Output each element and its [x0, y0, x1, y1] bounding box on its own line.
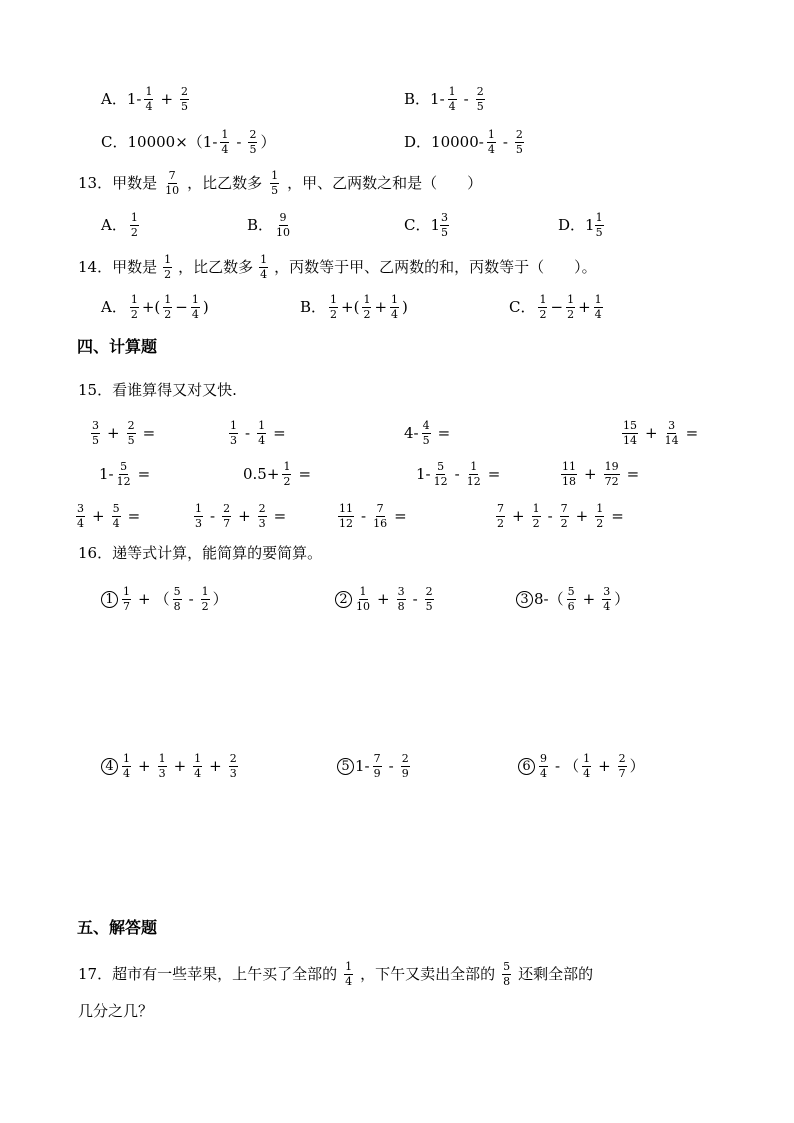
- fraction: $\frac{1}{2}$: [164, 253, 172, 281]
- fraction: $\frac{2}{5}$: [249, 128, 257, 156]
- fraction: $\frac{2}{5}$: [181, 85, 189, 113]
- fraction: $\frac{1}{4}$: [260, 253, 268, 281]
- fraction: $\frac{7}{10}$: [165, 169, 180, 197]
- q15-expr: 0.5+ $\frac{1}{2}$ =: [243, 460, 312, 488]
- section-heading-calculation: 四、计算题: [77, 337, 158, 356]
- fraction: $\frac{1}{4}$: [487, 128, 495, 156]
- fraction: $\frac{1}{2}$: [567, 293, 575, 321]
- q15-expr: 4- $\frac{4}{5}$ =: [404, 419, 451, 447]
- q15-expr: $\frac{1}{3}$ - $\frac{1}{4}$ =: [230, 419, 286, 447]
- q16-item-2: 2 $\frac{1}{10}$ + $\frac{3}{8}$ - $\frac{2}{5}$: [335, 586, 437, 612]
- q12-option-d: D． 10000- $\frac{1}{4}$ - $\frac{2}{5}$: [404, 128, 523, 156]
- q16-item-4: 4 $\frac{1}{4}$ + $\frac{1}{3}$ + $\frac{1}{4}$ + $\frac{2}{3}$: [101, 753, 241, 779]
- q17-stem: 17．超市有一些苹果，上午买了全部的 $\frac{1}{4}$ ，下午又卖出全部的 $\frac{5}{8}$ 还剩全部的: [78, 960, 594, 988]
- fraction: $\frac{1}{4}$: [145, 85, 153, 113]
- q16-item-1: 1 $\frac{1}{7}$ + （ $\frac{5}{8}$ - $\frac{1}{2}$ ）: [101, 586, 228, 612]
- q15-expr: $\frac{11}{12}$ - $\frac{7}{16}$ =: [339, 502, 407, 530]
- q15-expr: $\frac{3}{4}$ + $\frac{5}{4}$ =: [77, 502, 141, 530]
- q15-expr: 1- $\frac{5}{12}$ =: [99, 460, 151, 488]
- q12-option-c: C． 10000×（1- $\frac{1}{4}$ - $\frac{2}{5}$ ）: [101, 128, 276, 156]
- circled-number: 4: [101, 758, 118, 775]
- q15-expr: 1- $\frac{5}{12}$ - $\frac{1}{12}$ =: [416, 460, 501, 488]
- q14-stem: 14．甲数是 $\frac{1}{2}$ ，比乙数多 $\frac{1}{4}$ ，丙数等于甲、乙两数的和，丙数等于（ ）。: [78, 253, 597, 281]
- fraction: $\frac{1}{2}$: [164, 293, 172, 321]
- q16-title: 16．递等式计算，能简算的要简算。: [78, 544, 323, 562]
- fraction: $\frac{1}{4}$: [191, 293, 199, 321]
- fraction: $\frac{2}{5}$: [476, 85, 484, 113]
- fraction: $\frac{1}{4}$: [594, 293, 602, 321]
- circled-number: 5: [337, 758, 354, 775]
- q14-option-b: B． $\frac{1}{2}$ +( $\frac{1}{2}$ + $\frac{1}{4}$ ): [300, 293, 408, 321]
- fraction: $\frac{3}{5}$: [441, 211, 449, 239]
- q13-option-b: B． $\frac{9}{10}$: [247, 211, 291, 239]
- fraction: $\frac{1}{4}$: [448, 85, 456, 113]
- fraction: $\frac{1}{2}$: [539, 293, 547, 321]
- q15-expr: $\frac{3}{5}$ + $\frac{2}{5}$ =: [92, 419, 156, 447]
- fraction: $\frac{1}{2}$: [130, 211, 138, 239]
- section-heading-answer: 五、解答题: [77, 918, 158, 937]
- q14-option-c: C． $\frac{1}{2}$ − $\frac{1}{2}$ + $\frac{1}{4}$: [509, 293, 602, 321]
- fraction: $\frac{2}{5}$: [515, 128, 523, 156]
- fraction: $\frac{1}{4}$: [391, 293, 399, 321]
- fraction: $\frac{1}{5}$: [595, 211, 603, 239]
- q13-option-a: A． $\frac{1}{2}$: [101, 211, 138, 239]
- q16-item-3: 3 8-（ $\frac{5}{6}$ + $\frac{3}{4}$ ）: [516, 586, 629, 612]
- circled-number: 1: [101, 591, 118, 608]
- fraction: $\frac{1}{2}$: [330, 293, 338, 321]
- q12-option-b: B． 1- $\frac{1}{4}$ - $\frac{2}{5}$: [404, 85, 484, 113]
- q14-option-a: A． $\frac{1}{2}$ +( $\frac{1}{2}$ − $\frac{1}{4}$ ): [101, 293, 209, 321]
- fraction: $\frac{1}{4}$: [221, 128, 229, 156]
- circled-number: 3: [516, 591, 533, 608]
- circled-number: 6: [518, 758, 535, 775]
- fraction: $\frac{1}{5}$: [271, 169, 279, 197]
- q17-stem-continued: 几分之几？: [78, 1002, 154, 1020]
- q15-expr: $\frac{1}{3}$ - $\frac{2}{7}$ + $\frac{2}{3}$ =: [195, 502, 287, 530]
- fraction: $\frac{1}{2}$: [363, 293, 371, 321]
- q16-item-5: 5 1- $\frac{7}{9}$ - $\frac{2}{9}$: [337, 753, 413, 779]
- q13-option-d: D． 1 $\frac{1}{5}$: [558, 211, 603, 239]
- q13-stem: 13．甲数是 $\frac{7}{10}$ ，比乙数多 $\frac{1}{5}$ ，甲、乙两数之和是（ ）: [78, 169, 483, 197]
- q15-title: 15．看谁算得又对又快.: [78, 381, 237, 399]
- q15-expr: $\frac{7}{2}$ + $\frac{1}{2}$ - $\frac{7}{2}$ + $\frac{1}{2}$ =: [497, 502, 624, 530]
- q12-option-a: A． 1- $\frac{1}{4}$ + $\frac{2}{5}$: [101, 85, 189, 113]
- fraction: $\frac{9}{10}$: [276, 211, 291, 239]
- q15-expr: $\frac{11}{18}$ + $\frac{19}{72}$ =: [562, 460, 640, 488]
- fraction: $\frac{1}{2}$: [130, 293, 138, 321]
- q13-option-c: C． 1 $\frac{3}{5}$: [404, 211, 449, 239]
- q15-expr: $\frac{15}{14}$ + $\frac{3}{14}$ =: [623, 419, 699, 447]
- q16-item-6: 6 $\frac{9}{4}$ - （ $\frac{1}{4}$ + $\frac{2}{7}$ ）: [518, 753, 645, 779]
- circled-number: 2: [335, 591, 352, 608]
